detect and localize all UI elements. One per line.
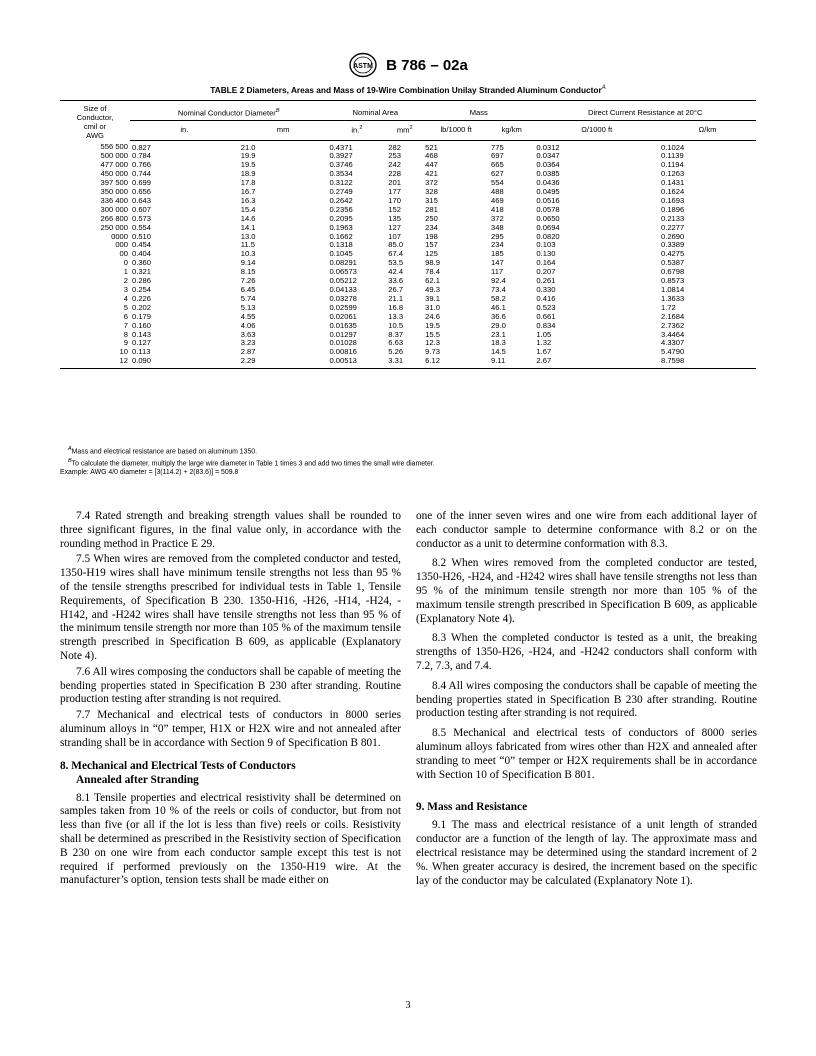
table-cell: 282 [388,142,401,152]
paragraph-8-5: 8.5 Mechanical and electrical tests of conductors of 8000 series aluminum alloys fabricated from wires other than H2X and annealed after stranding to meet “0” temper or H2X requirements shall be in accordance with Section 10 of Specification B 801. [416,727,757,781]
table-cell: 348 [491,222,504,232]
section-8-heading: 8. Mechanical and Electrical Tests of Conductors Annealed after Stranding [60,759,296,786]
footnote-example: Example: AWG 4/0 diameter = [3(114.2) + 2(83.6)] = 509.8 [60,468,239,476]
table-cell: 19.9 [240,151,256,161]
table-cell: 0.0312 [536,142,560,152]
conductor-size-cell: 00 [119,249,128,259]
table-cell: 0.8573 [661,276,685,286]
table-footnotes [60,445,756,477]
table-row [60,206,756,215]
table-cell: 117 [491,267,504,277]
table-cell: 15.4 [240,204,256,214]
table-cell: 0.6798 [661,267,685,277]
table-row [60,250,756,259]
table-cell: 0.113 [132,347,151,357]
paragraph-8-4: 8.4 All wires composing the conductors shall be capable of meeting the bending properties stated in Specification B 230 after stranding. Routine production testing after stranding is not required. [416,679,757,720]
table-cell: 469 [491,195,504,205]
conductor-size-cell: 266 800 [100,213,128,223]
conductor-size-cell: 397 500 [100,178,128,188]
table-cell: 0.160 [132,320,152,330]
table-cell: 0.0436 [536,178,560,188]
table-cell: 0.261 [536,276,556,286]
table-cell: 3.63 [240,329,256,339]
unit-header: Ω/1000 ft [534,121,659,140]
table-cell: 0.834 [536,320,556,330]
conductor-size-cell: 300 000 [100,204,128,214]
table-cell: 0.1139 [661,151,684,161]
table-cell: 0.0495 [536,187,560,197]
table-cell: 250 [425,213,438,223]
table-body [60,140,756,369]
table-cell: 0.607 [132,204,152,214]
table-row [60,241,756,250]
table-cell: 521 [425,142,438,152]
paragraph-9-1: 9.1 The mass and electrical resistance of a unit length of stranded conductor are a function of the length of lay. The approximate mass and electrical resistance may be determined using the standard increment of 2 %. When greater accuracy is desired, the increment based on the specific lay of the conductor may be calculated (Explanatory Note 1). [416,819,757,887]
unit-header: in.$^2$ [327,121,386,140]
table-cell: 9.11 [489,357,534,368]
table-cell: 242 [388,160,401,170]
table-cell: 0.3389 [661,240,685,250]
table-cell: 6.12 [423,357,489,368]
header-diameter: Nominal Conductor Diameter$^B$ [130,101,327,121]
table-cell: 3.31 [386,357,423,368]
table-cell: 447 [425,160,438,170]
table-cell: 0.04133 [329,285,357,294]
table-cell: 468 [425,151,438,161]
table-cell: 31.0 [425,302,440,312]
table-cell: 554 [491,178,504,188]
table-cell: 0.00513 [327,357,386,368]
table-cell: 78.4 [425,267,440,277]
table-cell: 0.226 [132,293,152,303]
table-cell: 198 [425,231,438,241]
table-cell: 5.26 [388,347,404,357]
table-cell: 16.3 [240,195,256,205]
table-cell: 0.202 [132,302,152,312]
table-cell: 185 [491,249,504,259]
table-row [60,322,756,331]
table-cell: 58.2 [491,293,506,303]
table-cell: 0.1693 [661,195,685,205]
table-cell: 14.6 [240,213,256,223]
table-cell: 0.03278 [329,293,357,303]
table-cell: 6.63 [388,338,404,348]
conductor-size-cell: 477 000 [100,160,128,170]
conductor-size-cell: 6 [123,311,128,321]
table-cell: 21.1 [388,293,404,303]
conductor-size-cell: 500 000 [100,151,128,161]
conductor-size-cell: 336 400 [100,195,128,205]
table-cell: 0.0347 [536,151,560,161]
table-cell: 0.02061 [329,311,357,321]
table-cell: 0.2095 [329,213,353,223]
table-cell: 0.2690 [661,231,685,241]
table-cell: 665 [491,160,504,170]
table-cell: 0.164 [536,258,556,268]
paragraph-8-1-continued: one of the inner seven wires and one wire from each additional layer of each conductor sample to determine conformance with 8.2 or on the conductor as a unit to determine conformation with 8.3. [416,510,757,550]
table-cell: 0.404 [132,249,152,259]
table-cell: 0.127 [132,338,152,348]
table-cell: 98.9 [425,258,440,268]
table-cell: 0.01297 [329,329,357,339]
table-row [60,197,756,206]
table-cell: 177 [388,187,401,197]
table-cell: 0.4275 [661,249,685,259]
table-row [60,286,756,295]
table-cell: 1.3633 [661,293,685,303]
table-row [60,339,756,348]
table-cell: 107 [388,231,401,241]
table-cell: 0.510 [132,231,152,241]
table-cell: 0.00816 [329,347,357,357]
table-cell: 0.3534 [329,169,353,179]
unit-header: Ω/km [659,121,756,140]
table-cell: 1.05 [536,329,552,339]
astm-logo-icon [348,52,378,78]
table-cell: 1.72 [661,302,676,312]
table-cell: 0.01635 [329,320,357,330]
table-cell: 13.3 [388,311,404,321]
table-cell: 5.4790 [661,347,685,357]
table-cell: 10.3 [240,249,256,259]
table-cell: 228 [388,169,401,179]
table-cell: 0.1045 [329,249,353,259]
table-cell: 0.0516 [536,195,560,205]
page-header [0,52,816,78]
table-row [60,304,756,313]
table-cell: 253 [388,151,401,161]
paragraph-8-2: 8.2 When wires removed from the completed conductor are tested, 1350-H26, -H24, and -H242 wires shall have tensile strengths not less than 95 % of the minimum tensile strength nor more than 105 % of the maximum tensile strength prescribed in Specification B 609, as applicable (Explanatory Note 4). [416,557,757,625]
table-cell: 2.67 [534,357,659,368]
conductor-size-cell: 5 [123,302,128,312]
table-cell: 0.179 [132,311,152,321]
table-row [60,277,756,286]
table-cell: 418 [491,204,504,214]
paragraph-7-6: 7.6 All wires composing the conductors shall be capable of meeting the bending properties stated in Specification B 230 after stranding. Routine production testing after stranding is not required. [60,665,401,706]
table-cell: 0.1024 [661,142,685,152]
table-cell: 0.3746 [329,160,353,170]
table-cell: 10.5 [388,320,404,330]
table-cell: 67.4 [388,249,404,259]
conductor-size-cell: 9 [123,338,128,348]
table-cell: 281 [425,204,438,214]
table-cell: 201 [388,178,401,188]
table-cell: 1.67 [536,347,552,357]
table-cell: 2.29 [239,357,328,368]
table-cell: 0.643 [132,195,152,205]
unit-header: mm [239,121,328,140]
table-cell: 0.744 [132,169,152,179]
table-cell: 0.2356 [329,204,353,214]
table-cell: 0.1263 [661,169,685,179]
table-cell: 0.3927 [329,151,353,161]
table-cell: 0.784 [132,151,152,161]
table-cell: 0.130 [536,249,556,259]
table-cell: 0.06573 [329,267,357,277]
table-cell: 0.416 [536,293,556,303]
table-cell: 0.1963 [329,222,353,232]
table-cell: 26.7 [388,285,404,294]
table-cell: 5.13 [240,302,256,312]
table-cell: 1.32 [536,338,552,348]
footnote: $^A$Mass and electrical resistance are based on aluminum 1350. [68,446,258,456]
table-cell: 9.14 [240,258,256,268]
table-cell: 1.0814 [661,285,685,294]
table-cell: 21.0 [240,142,256,152]
table-cell: 234 [491,240,504,250]
paragraph-8-3: 8.3 When the completed conductor is tested as a unit, the breaking strengths of 1350-H26, -H24, and -H242 conductors shall conform with 7.2, 7.3, and 7.4. [416,632,757,672]
table-cell: 0.1431 [661,178,685,188]
unit-header: $mm^2$ [386,121,423,140]
paragraph-8-1: 8.1 Tensile properties and electrical resistivity shall be determined on samples taken from 10 % of the reels or coils of conductor, but from not less than five (or all if the lot is less than five) reels or coils. Resistivity shall be determined as prescribed in the Resistivity section of Specification B 230 on one wire from each conductor sample except this test is not required if performed previously on the 1350-H19 wire. At the manufacturer’s option, tension tests shall be made either on [60,791,401,887]
table-cell: 17.8 [240,178,256,188]
table-cell: 0.01028 [329,338,357,348]
table-cell: 0.330 [536,285,556,294]
table-cell: 135 [388,213,401,223]
table-cell: 315 [425,195,438,205]
table-cell: 0.3122 [329,178,353,188]
table-cell: 0.454 [132,240,152,250]
paragraph-7-4: 7.4 Rated strength and breaking strength values shall be rounded to three significant figures, in the final value only, in accordance with the rounding method in Practice E 29. [60,510,401,550]
table-cell: 295 [491,231,504,241]
table-cell: 2.7362 [661,320,685,330]
page-number: 3 [405,1000,411,1011]
table-row [60,233,756,242]
table-cell: 0.254 [132,285,152,294]
table-cell: 0.0364 [536,160,560,170]
table-cell: 147 [491,258,504,268]
table-cell: 0.321 [132,267,152,277]
conductor-size-cell: 7 [123,320,128,330]
conductor-size-cell: 0000 [111,231,128,241]
table-cell: 0.08291 [329,258,357,268]
table-cell: 2.1684 [661,311,685,321]
table-cell: 775 [491,142,504,152]
table-cell: 0.573 [132,213,152,223]
table-cell: 42.4 [388,267,404,277]
table-cell: 0.554 [132,222,152,232]
table-cell: 0.1662 [329,231,353,241]
left-column [60,510,401,890]
table-cell: 0.090 [130,357,239,368]
unit-header: kg/km [489,121,534,140]
unit-header: lb/1000 ft [423,121,489,140]
conductor-table [60,100,756,369]
conductor-size-cell: 8 [123,329,128,339]
table-cell: 3.23 [240,338,256,348]
table-row [60,215,756,224]
table-cell: 0.2642 [329,195,353,205]
table-cell: 0.523 [536,302,556,312]
table-cell: 627 [491,169,504,179]
conductor-size-cell: 2 [123,276,128,286]
header-resistance: Direct Current Resistance at 20°C [534,101,756,121]
table-cell: 0.0650 [536,213,560,223]
paragraph-7-5: 7.5 When wires are removed from the completed conductor and tested, 1350-H19 wires shall have minimum tensile strengths not less than 95 % of the tensile strengths prescribed for individual tests in Table 1, Tensile Requirements, of Specification B 230. 1350-H16, -H26, -H14, -H24, -H142, and -H242 wires shall have tensile strengths not less than 95 % of the minimum tensile strength nor more than 105 % of the maximum tensile strength prescribed in Specification B 609, as applicable (Explanatory Note 4). [60,553,401,662]
table-cell: 3.4464 [661,329,685,339]
table-cell: 46.1 [491,302,506,312]
conductor-size-cell: 10 [119,347,128,357]
table-cell: 0.0694 [536,222,560,232]
footnote: $^B$To calculate the diameter, multiply the large wire diameter in Table 1 times 3 and add two times the small wire diameter. [68,457,435,468]
table-cell: 29.0 [491,320,506,330]
table-cell: 9.73 [425,347,440,357]
table-cell: 0.0820 [536,231,560,241]
table-title-text: TABLE 2 Diameters, Areas and Mass of 19-Wire Combination Unilay Stranded Aluminum Conductor [210,85,602,95]
table-row [60,357,756,368]
table-cell: 0.827 [132,142,152,152]
table-cell: 0.143 [132,329,152,339]
table-cell: 0.1194 [661,160,684,170]
table-cell: 6.45 [240,285,256,294]
table-cell: 7.26 [240,276,256,286]
table-row [60,348,756,357]
table-row [60,313,756,322]
table-cell: 73.4 [491,285,506,294]
unit-header: in. [130,121,239,140]
table-cell: 0.656 [132,187,152,197]
table-cell: 13.0 [240,231,256,241]
table-row [60,295,756,304]
table-cell: 4.3307 [661,338,685,348]
table-cell: 5.74 [240,293,256,303]
conductor-size-cell: 000 [115,240,128,250]
table-header-unit-row [60,121,756,140]
table-cell: 0.4371 [329,142,353,152]
table-cell: 62.1 [425,276,440,286]
table-row [60,179,756,188]
table-cell: 33.6 [388,276,404,286]
conductor-size-cell: 556 500 [100,142,128,152]
table-cell: 0.103 [536,240,556,250]
table-title-footnote-ref: A [601,85,606,92]
table-row [60,140,756,152]
table-row [60,268,756,277]
table-cell: 8.15 [240,267,256,277]
conductor-size-cell: 3 [123,285,128,294]
conductor-size-cell: 250 000 [100,222,128,232]
section-9-heading: 9. Mass and Resistance [416,801,528,814]
table-cell: 372 [425,178,438,188]
table-cell: 0.1318 [329,240,353,250]
table-header-group-row [60,101,756,121]
conductor-size-cell: 4 [123,293,128,303]
right-column [416,510,757,890]
standard-designation: B 786 – 02a [386,56,468,74]
table-cell: 19.5 [425,320,440,330]
table-row [60,259,756,268]
table-cell: 15.5 [425,329,440,339]
table-cell: 4.55 [240,311,256,321]
table-cell: 0.766 [132,160,152,170]
table-title [60,85,756,95]
table-cell: 0.661 [536,311,556,321]
table-cell: 0.0578 [536,204,560,214]
table-cell: 0.286 [132,276,152,286]
table-cell: 157 [425,240,438,250]
table-cell: 8.37 [388,329,404,339]
table-cell: 16.7 [240,187,256,197]
table-row [60,170,756,179]
conductor-size-cell: 0 [123,258,128,268]
table-cell: 0.05212 [329,276,357,286]
table-cell: 2.87 [240,347,256,357]
table-cell: 234 [425,222,438,232]
table-cell: 372 [491,213,504,223]
table-cell: 421 [425,169,438,179]
table-cell: 0.360 [132,258,152,268]
table-cell: 14.5 [491,347,506,357]
table-cell: 12.3 [425,338,440,348]
svg-text:ASTM: ASTM [353,63,374,70]
table-cell: 39.1 [425,293,440,303]
table-cell: 11.5 [240,240,255,250]
table-cell: 85.0 [388,240,404,250]
table-cell: 0.207 [536,267,556,277]
table-cell: 49.3 [425,285,440,294]
table-cell: 36.6 [491,311,506,321]
table-cell: 127 [388,222,401,232]
conductor-size-cell: 12 [60,357,130,368]
table-row [60,188,756,197]
table-cell: 4.06 [240,320,256,330]
table-cell: 18.9 [240,169,256,179]
table-row [60,152,756,161]
table-cell: 152 [388,204,401,214]
table-cell: 0.2133 [661,213,685,223]
table-cell: 0.2277 [661,222,685,232]
table-cell: 0.0385 [536,169,560,179]
table-cell: 19.5 [240,160,256,170]
table-cell: 488 [491,187,504,197]
table-cell: 0.2749 [329,187,353,197]
table-cell: 0.5387 [661,258,685,268]
table-row [60,224,756,233]
conductor-size-cell: 1 [123,267,128,277]
table-row [60,161,756,170]
table-row [60,331,756,340]
table-cell: 8.7598 [659,357,756,368]
conductor-size-cell: 450 000 [100,169,128,179]
header-size: Size of Conductor, cmil or AWG [60,101,130,141]
conductor-size-cell: 350 000 [100,187,128,197]
header-mass: Mass [423,101,534,121]
table-cell: 697 [491,151,504,161]
table-cell: 0.1624 [661,187,685,197]
table-cell: 0.1896 [661,204,685,214]
table-cell: 24.6 [425,311,440,321]
table-cell: 18.3 [491,338,506,348]
header-area: Nominal Area [327,101,423,121]
table-cell: 170 [388,195,401,205]
table-cell: 16.8 [388,302,404,312]
table-cell: 125 [425,249,438,259]
table-cell: 0.699 [132,178,152,188]
table-cell: 92.4 [491,276,506,286]
table-cell: 14.1 [240,222,256,232]
paragraph-7-7: 7.7 Mechanical and electrical tests of conductors in 8000 series aluminum alloys in “0” temper, H1X or H2X wire and not annealed after stranding shall be in accordance with Section 9 of Specification B 801. [60,709,401,749]
table-cell: 328 [425,187,438,197]
table-cell: 23.1 [491,329,506,339]
table-cell: 0.02599 [329,302,357,312]
table-cell: 53.5 [388,258,404,268]
